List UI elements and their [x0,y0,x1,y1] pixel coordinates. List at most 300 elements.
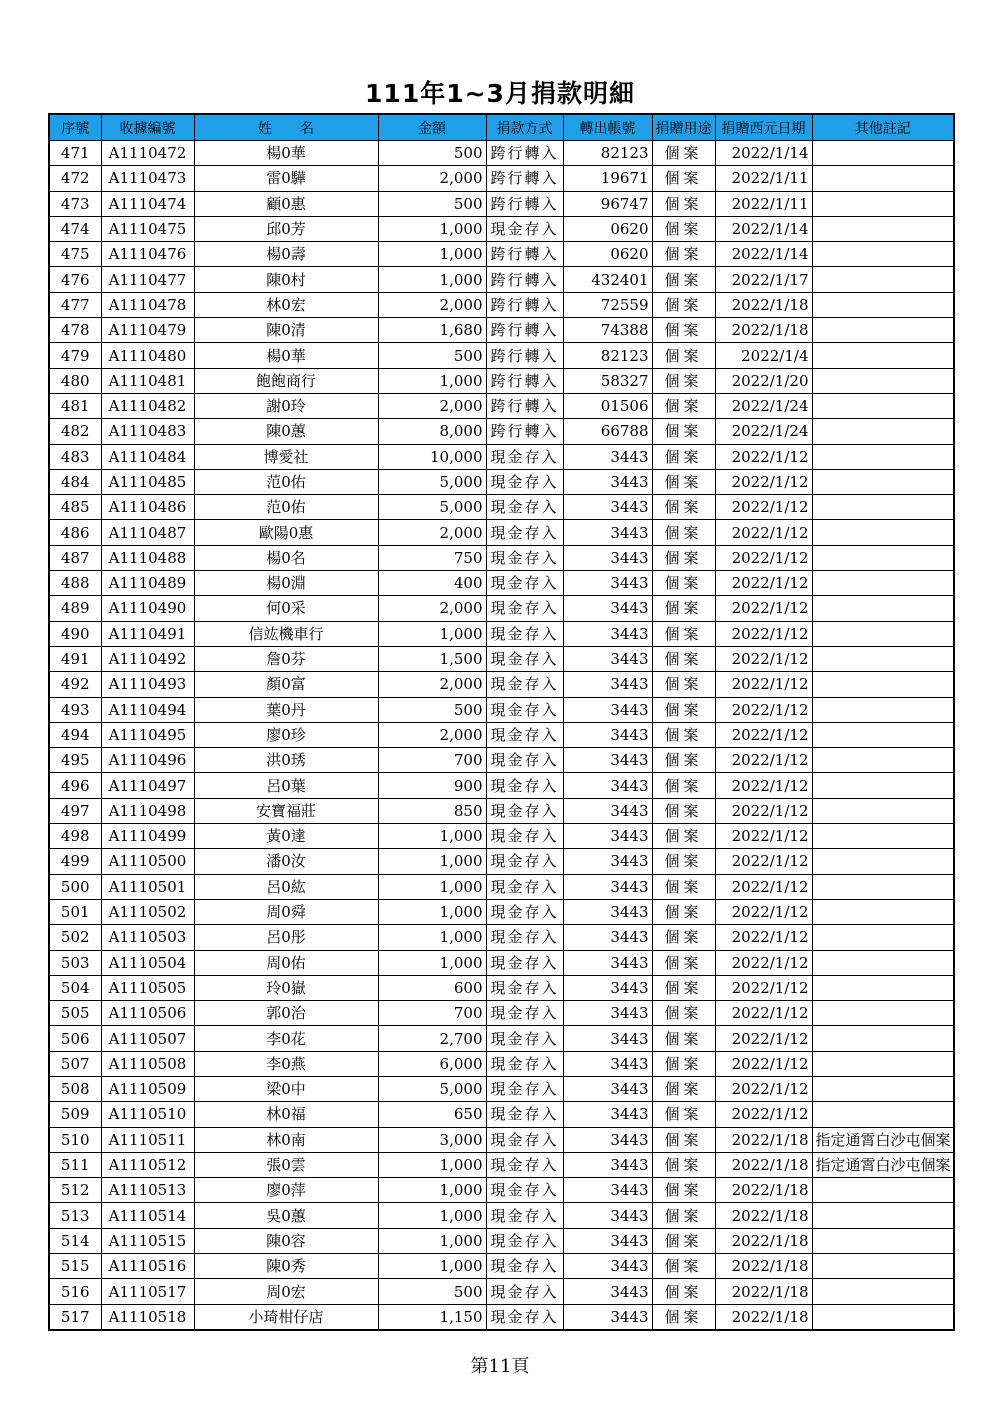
page-number: 第11頁 [470,1356,530,1377]
table-row [49,520,954,545]
header-seq: 序號 [49,114,101,141]
cell-date: 2022/1/12 [715,975,812,1000]
cell-note [812,166,954,191]
cell-method: 現金存入 [486,1203,563,1228]
cell-name: 雷0驊 [194,166,378,191]
cell-name: 林0福 [194,1102,378,1127]
cell-note [812,191,954,216]
cell-amount: 1,000 [378,1178,486,1203]
cell-seq: 497 [49,798,101,823]
cell-receipt: A1110485 [101,469,194,494]
table-row [49,899,954,924]
cell-name: 楊0淵 [194,571,378,596]
cell-account: 3443 [563,849,652,874]
cell-seq: 491 [49,646,101,671]
cell-date: 2022/1/4 [715,343,812,368]
cell-receipt: A1110499 [101,824,194,849]
cell-seq: 493 [49,697,101,722]
cell-method: 現金存入 [486,571,563,596]
cell-amount: 3,000 [378,1127,486,1152]
cell-receipt: A1110472 [101,141,194,166]
cell-name: 小琦柑仔店 [194,1304,378,1330]
header-method: 捐款方式 [486,114,563,141]
cell-amount: 1,000 [378,874,486,899]
cell-seq: 479 [49,343,101,368]
cell-date: 2022/1/12 [715,849,812,874]
cell-name: 顏0富 [194,672,378,697]
cell-purpose: 個案 [652,141,715,166]
table-header-row [49,114,954,141]
cell-name: 林0宏 [194,292,378,317]
cell-account: 3443 [563,1254,652,1279]
cell-purpose: 個案 [652,798,715,823]
cell-receipt: A1110518 [101,1304,194,1330]
cell-receipt: A1110482 [101,393,194,418]
cell-name: 楊0名 [194,545,378,570]
cell-name: 范0佑 [194,495,378,520]
table-row [49,798,954,823]
cell-note [812,1254,954,1279]
cell-amount: 5,000 [378,469,486,494]
cell-note [812,1051,954,1076]
cell-method: 現金存入 [486,1102,563,1127]
table-row [49,646,954,671]
table-row [49,824,954,849]
cell-amount: 500 [378,697,486,722]
cell-purpose: 個案 [652,495,715,520]
cell-amount: 1,000 [378,1152,486,1177]
table-row [49,318,954,343]
header-amount: 金額 [378,114,486,141]
cell-note [812,1001,954,1026]
cell-note [812,495,954,520]
cell-seq: 496 [49,773,101,798]
cell-purpose: 個案 [652,469,715,494]
cell-method: 現金存入 [486,444,563,469]
cell-note [812,824,954,849]
cell-amount: 2,000 [378,393,486,418]
cell-name: 楊0華 [194,141,378,166]
cell-amount: 1,000 [378,368,486,393]
cell-purpose: 個案 [652,419,715,444]
table-row [49,469,954,494]
cell-account: 82123 [563,343,652,368]
cell-account: 3443 [563,596,652,621]
cell-receipt: A1110515 [101,1228,194,1253]
cell-receipt: A1110498 [101,798,194,823]
cell-amount: 1,000 [378,267,486,292]
cell-amount: 600 [378,975,486,1000]
table-body [49,141,954,1330]
cell-account: 3443 [563,697,652,722]
cell-name: 玲0嶽 [194,975,378,1000]
cell-seq: 482 [49,419,101,444]
cell-seq: 495 [49,748,101,773]
cell-account: 432401 [563,267,652,292]
cell-name: 謝0玲 [194,393,378,418]
cell-name: 詹0芬 [194,646,378,671]
table-row [49,1001,954,1026]
cell-receipt: A1110506 [101,1001,194,1026]
cell-seq: 488 [49,571,101,596]
cell-receipt: A1110483 [101,419,194,444]
cell-date: 2022/1/18 [715,1254,812,1279]
cell-purpose: 個案 [652,292,715,317]
cell-purpose: 個案 [652,520,715,545]
cell-note [812,141,954,166]
cell-account: 3443 [563,1152,652,1177]
cell-purpose: 個案 [652,925,715,950]
cell-date: 2022/1/18 [715,292,812,317]
cell-seq: 498 [49,824,101,849]
cell-date: 2022/1/12 [715,899,812,924]
cell-date: 2022/1/12 [715,798,812,823]
cell-account: 58327 [563,368,652,393]
cell-name: 李0花 [194,1026,378,1051]
cell-account: 74388 [563,318,652,343]
table-row [49,419,954,444]
cell-seq: 510 [49,1127,101,1152]
cell-receipt: A1110474 [101,191,194,216]
cell-amount: 500 [378,343,486,368]
cell-method: 現金存入 [486,646,563,671]
cell-receipt: A1110473 [101,166,194,191]
cell-name: 邱0芳 [194,216,378,241]
cell-amount: 400 [378,571,486,596]
cell-date: 2022/1/12 [715,1026,812,1051]
cell-method: 跨行轉入 [486,393,563,418]
cell-note [812,318,954,343]
cell-seq: 500 [49,874,101,899]
cell-amount: 1,000 [378,242,486,267]
cell-method: 現金存入 [486,697,563,722]
cell-method: 現金存入 [486,950,563,975]
cell-method: 現金存入 [486,520,563,545]
cell-seq: 517 [49,1304,101,1330]
cell-date: 2022/1/12 [715,773,812,798]
cell-method: 現金存入 [486,975,563,1000]
cell-purpose: 個案 [652,1001,715,1026]
table-row [49,773,954,798]
cell-name: 歐陽0惠 [194,520,378,545]
cell-method: 現金存入 [486,748,563,773]
cell-amount: 1,000 [378,849,486,874]
cell-purpose: 個案 [652,242,715,267]
cell-note [812,292,954,317]
cell-seq: 516 [49,1279,101,1304]
cell-account: 3443 [563,545,652,570]
cell-note [812,748,954,773]
cell-seq: 501 [49,899,101,924]
cell-method: 現金存入 [486,1178,563,1203]
cell-account: 3443 [563,469,652,494]
cell-account: 66788 [563,419,652,444]
cell-seq: 505 [49,1001,101,1026]
cell-date: 2022/1/18 [715,1203,812,1228]
table-row [49,545,954,570]
cell-name: 陳0村 [194,267,378,292]
cell-account: 3443 [563,672,652,697]
table-row [49,722,954,747]
cell-note [812,1076,954,1101]
cell-purpose: 個案 [652,368,715,393]
cell-account: 3443 [563,773,652,798]
cell-receipt: A1110504 [101,950,194,975]
cell-method: 現金存入 [486,1254,563,1279]
cell-note [812,571,954,596]
cell-note [812,267,954,292]
cell-note [812,216,954,241]
cell-note [812,899,954,924]
header-name: 姓 名 [194,114,378,141]
cell-date: 2022/1/24 [715,419,812,444]
cell-note [812,1228,954,1253]
cell-receipt: A1110480 [101,343,194,368]
cell-note [812,368,954,393]
cell-date: 2022/1/12 [715,697,812,722]
cell-name: 黃0達 [194,824,378,849]
cell-note [812,1304,954,1330]
cell-amount: 10,000 [378,444,486,469]
cell-date: 2022/1/12 [715,495,812,520]
cell-method: 現金存入 [486,672,563,697]
cell-date: 2022/1/14 [715,242,812,267]
cell-note [812,520,954,545]
table-row [49,621,954,646]
cell-name: 范0佑 [194,469,378,494]
cell-amount: 1,000 [378,1254,486,1279]
cell-purpose: 個案 [652,1152,715,1177]
cell-seq: 504 [49,975,101,1000]
cell-amount: 1,150 [378,1304,486,1330]
table-row [49,495,954,520]
cell-purpose: 個案 [652,824,715,849]
table-row [49,849,954,874]
cell-seq: 486 [49,520,101,545]
cell-account: 3443 [563,1076,652,1101]
table-row [49,1102,954,1127]
cell-account: 82123 [563,141,652,166]
cell-date: 2022/1/12 [715,571,812,596]
cell-amount: 1,000 [378,1203,486,1228]
cell-method: 跨行轉入 [486,343,563,368]
cell-purpose: 個案 [652,672,715,697]
cell-note [812,621,954,646]
cell-amount: 2,000 [378,722,486,747]
table-row [49,571,954,596]
cell-note: 指定通霄白沙屯個案 [812,1152,954,1177]
cell-note [812,1203,954,1228]
cell-name: 廖0珍 [194,722,378,747]
cell-name: 信竑機車行 [194,621,378,646]
cell-purpose: 個案 [652,1026,715,1051]
cell-seq: 508 [49,1076,101,1101]
cell-amount: 700 [378,1001,486,1026]
cell-seq: 474 [49,216,101,241]
cell-method: 現金存入 [486,1127,563,1152]
cell-method: 現金存入 [486,469,563,494]
table-row [49,697,954,722]
cell-note [812,1102,954,1127]
cell-purpose: 個案 [652,646,715,671]
cell-account: 3443 [563,1178,652,1203]
cell-purpose: 個案 [652,1203,715,1228]
cell-name: 顧0惠 [194,191,378,216]
cell-account: 3443 [563,874,652,899]
cell-name: 郭0治 [194,1001,378,1026]
table-row [49,292,954,317]
cell-account: 96747 [563,191,652,216]
cell-receipt: A1110512 [101,1152,194,1177]
cell-note [812,343,954,368]
cell-name: 陳0秀 [194,1254,378,1279]
cell-name: 周0佑 [194,950,378,975]
cell-receipt: A1110493 [101,672,194,697]
cell-account: 3443 [563,571,652,596]
table-row [49,166,954,191]
cell-date: 2022/1/18 [715,318,812,343]
cell-receipt: A1110516 [101,1254,194,1279]
header-date: 捐贈西元日期 [715,114,812,141]
cell-note [812,925,954,950]
cell-method: 跨行轉入 [486,368,563,393]
cell-receipt: A1110486 [101,495,194,520]
cell-method: 現金存入 [486,849,563,874]
cell-note [812,773,954,798]
cell-purpose: 個案 [652,899,715,924]
cell-account: 01506 [563,393,652,418]
cell-amount: 1,000 [378,925,486,950]
table-row [49,672,954,697]
cell-seq: 487 [49,545,101,570]
cell-seq: 494 [49,722,101,747]
cell-date: 2022/1/12 [715,1051,812,1076]
cell-method: 現金存入 [486,773,563,798]
cell-amount: 1,500 [378,646,486,671]
cell-account: 3443 [563,1228,652,1253]
cell-name: 葉0丹 [194,697,378,722]
cell-seq: 481 [49,393,101,418]
cell-amount: 1,000 [378,824,486,849]
table-row [49,1051,954,1076]
cell-seq: 471 [49,141,101,166]
cell-amount: 2,000 [378,166,486,191]
cell-receipt: A1110479 [101,318,194,343]
cell-note [812,672,954,697]
cell-amount: 8,000 [378,419,486,444]
cell-amount: 2,000 [378,520,486,545]
table-row [49,1203,954,1228]
cell-date: 2022/1/14 [715,141,812,166]
header-account: 轉出帳號 [563,114,652,141]
cell-account: 3443 [563,950,652,975]
cell-date: 2022/1/18 [715,1228,812,1253]
cell-method: 現金存入 [486,1076,563,1101]
cell-date: 2022/1/24 [715,393,812,418]
cell-seq: 490 [49,621,101,646]
cell-purpose: 個案 [652,1279,715,1304]
cell-account: 3443 [563,899,652,924]
table-row [49,368,954,393]
table-row [49,343,954,368]
donation-table [48,113,955,1331]
cell-receipt: A1110497 [101,773,194,798]
cell-name: 博愛社 [194,444,378,469]
cell-purpose: 個案 [652,748,715,773]
cell-name: 吳0蕙 [194,1203,378,1228]
cell-name: 梁0中 [194,1076,378,1101]
cell-seq: 484 [49,469,101,494]
cell-receipt: A1110492 [101,646,194,671]
cell-receipt: A1110489 [101,571,194,596]
cell-account: 3443 [563,1026,652,1051]
cell-method: 跨行轉入 [486,242,563,267]
cell-account: 3443 [563,1279,652,1304]
cell-date: 2022/1/12 [715,748,812,773]
cell-amount: 2,700 [378,1026,486,1051]
cell-name: 潘0汝 [194,849,378,874]
cell-method: 現金存入 [486,1304,563,1330]
cell-note [812,596,954,621]
cell-name: 陳0清 [194,318,378,343]
cell-method: 跨行轉入 [486,419,563,444]
cell-purpose: 個案 [652,1228,715,1253]
cell-account: 3443 [563,824,652,849]
cell-purpose: 個案 [652,950,715,975]
cell-amount: 1,000 [378,950,486,975]
cell-purpose: 個案 [652,318,715,343]
cell-method: 現金存入 [486,1152,563,1177]
cell-seq: 507 [49,1051,101,1076]
cell-seq: 512 [49,1178,101,1203]
cell-seq: 503 [49,950,101,975]
cell-amount: 1,000 [378,1228,486,1253]
cell-method: 現金存入 [486,1228,563,1253]
cell-date: 2022/1/17 [715,267,812,292]
cell-name: 李0燕 [194,1051,378,1076]
table-row [49,1228,954,1253]
cell-amount: 500 [378,141,486,166]
cell-name: 飽飽商行 [194,368,378,393]
cell-amount: 750 [378,545,486,570]
cell-seq: 513 [49,1203,101,1228]
cell-account: 3443 [563,1001,652,1026]
cell-seq: 483 [49,444,101,469]
cell-receipt: A1110494 [101,697,194,722]
cell-note [812,646,954,671]
cell-note [812,849,954,874]
cell-receipt: A1110476 [101,242,194,267]
cell-amount: 500 [378,191,486,216]
cell-receipt: A1110487 [101,520,194,545]
cell-name: 周0舜 [194,899,378,924]
cell-note [812,545,954,570]
cell-purpose: 個案 [652,1178,715,1203]
cell-seq: 477 [49,292,101,317]
cell-note [812,444,954,469]
cell-receipt: A1110510 [101,1102,194,1127]
cell-account: 3443 [563,1051,652,1076]
cell-receipt: A1110484 [101,444,194,469]
cell-purpose: 個案 [652,849,715,874]
cell-method: 跨行轉入 [486,318,563,343]
cell-receipt: A1110495 [101,722,194,747]
cell-method: 跨行轉入 [486,141,563,166]
cell-account: 3443 [563,1127,652,1152]
table-row [49,191,954,216]
cell-note [812,874,954,899]
table-row [49,1076,954,1101]
